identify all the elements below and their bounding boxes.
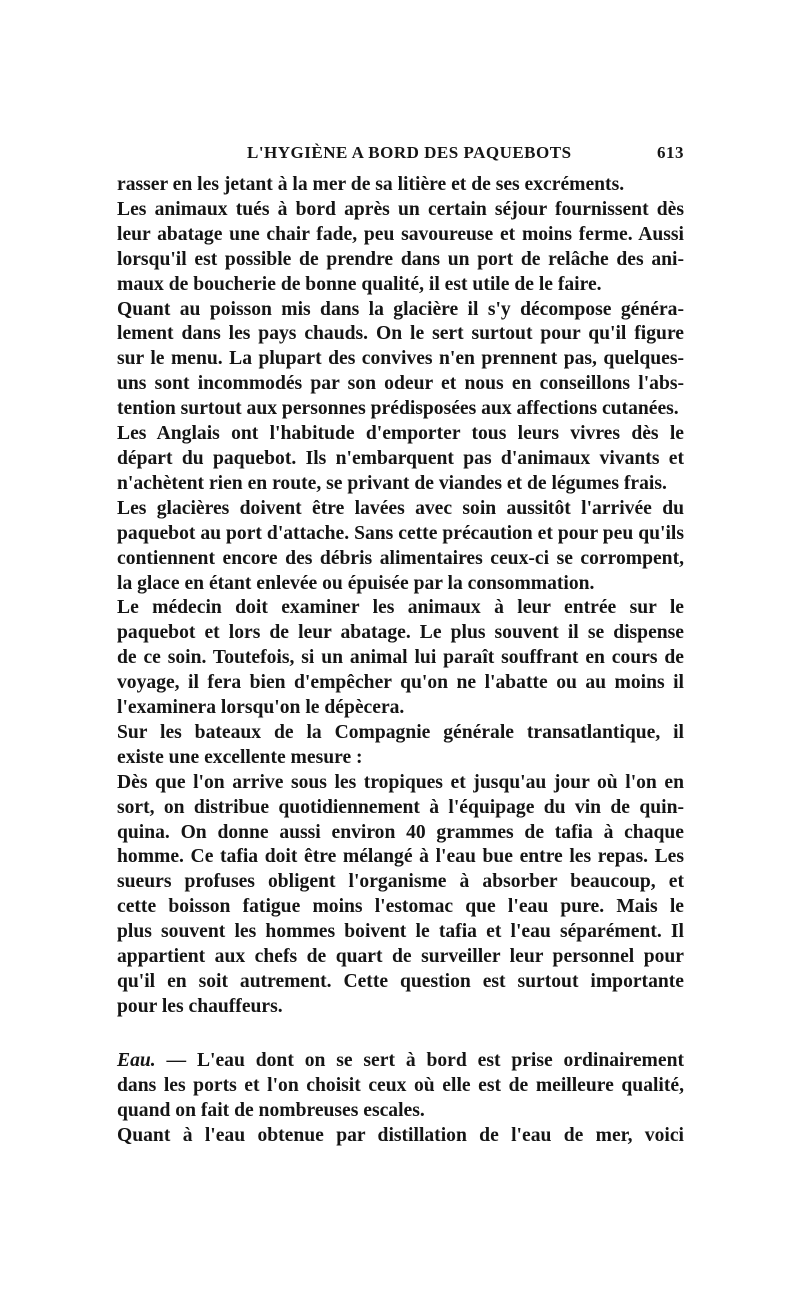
paragraph [117,173,684,198]
running-title: L'HYGIÈNE A BORD DES PAQUEBOTS [247,143,572,162]
text-line: Le médecin doit examiner les animaux à leur entrée sur le [117,597,684,619]
text-line: maux de boucherie de bonne qualité, il est utile de le faire. [117,273,602,295]
text-line: existe une excellente mesure : [117,746,363,768]
last-paragraph [117,1124,684,1149]
paragraph [117,422,684,497]
text-line: uns sont incommodés par son odeur et nous en conseillons l'abs- [117,373,684,395]
paragraph [117,497,684,597]
text-line: appartient aux chefs de quart de surveiller leur personnel pour [117,946,684,968]
text-line: sueurs profuses obligent l'organisme à absorber beaucoup, et [117,871,684,893]
text-line: cette boisson fatigue moins l'estomac que l'eau pure. Mais le [117,896,684,918]
page-number: 613 [657,143,684,162]
text-line: Les Anglais ont l'habitude d'emporter tous leurs vivres dès le [117,423,684,445]
text-line: sort, on distribue quotidiennement à l'équipage du vin de quin- [117,796,684,818]
text-line: Les glacières doivent être lavées avec soin aussitôt l'arrivée du [117,497,684,519]
paragraph [117,298,684,423]
paragraph-list [117,173,684,1020]
text-line: tention surtout aux personnes prédisposées aux affections cutanées. [117,398,679,420]
text-line: Quant à l'eau obtenue par distillation de l'eau de mer, voici [117,1124,684,1146]
text-line: pour les chauffeurs. [117,995,283,1017]
paragraph [117,596,684,721]
text-line: l'examinera lorsqu'on le dépècera. [117,697,405,719]
text-line: quina. On donne aussi environ 40 grammes de tafia à chaque [117,821,684,843]
text-line: Sur les bateaux de la Compagnie générale transatlantique, il [117,721,684,743]
eau-paragraph [117,1049,684,1124]
eau-first-line [117,1049,684,1074]
text-line: plus souvent les hommes boivent le tafia et l'eau séparément. Il [117,921,684,943]
running-header [117,143,684,169]
eau-first-line-text: — L'eau dont on se sert à bord est prise ordinairement [155,1049,684,1071]
text-line: Les animaux tués à bord après un certain séjour fournissent dès [117,198,684,220]
text-line: rasser en les jetant à la mer de sa litière et de ses excréments. [117,174,625,195]
text-line: homme. Ce tafia doit être mélangé à l'eau bue entre les repas. Les [117,846,684,868]
text-line: quand on fait de nombreuses escales. [117,1099,425,1121]
text-line: Quant au poisson mis dans la glacière il s'y décompose généra- [117,298,684,320]
text-line: voyage, il fera bien d'empêcher qu'on ne l'abatte ou au moins il [117,672,684,694]
text-line: lement dans les pays chauds. On le sert surtout pour qu'il figure [117,323,684,345]
text-line: leur abatage une chair fade, peu savoureuse et moins ferme. Aussi [117,223,684,245]
text-line: qu'il en soit autrement. Cette question est surtout importante [117,971,684,992]
paragraph [117,771,684,1020]
paragraph [117,198,684,298]
text-line: Dès que l'on arrive sous les tropiques et jusqu'au jour où l'on en [117,771,684,793]
paragraph [117,721,684,771]
section-heading: Eau. [117,1049,156,1071]
text-line: la glace en étant enlevée ou épuisée par la consommation. [117,572,595,594]
text-line: paquebot au port d'attache. Sans cette précaution et pour peu qu'ils [117,522,684,544]
text-line: lorsqu'il est possible de prendre dans un port de relâche des ani- [117,248,684,270]
text-line: dans les ports et l'on choisit ceux où elle est de meilleure qualité, [117,1074,684,1096]
body-text [117,173,684,1148]
text-line: de ce soin. Toutefois, si un animal lui paraît souffrant en cours de [117,647,684,669]
text-line: sur le menu. La plupart des convives n'en prennent pas, quelques- [117,348,684,370]
text-line: n'achètent rien en route, se privant de viandes et de légumes frais. [117,472,667,494]
text-line: paquebot et lors de leur abatage. Le plus souvent il se dispense [117,622,684,644]
text-line: contiennent encore des débris alimentaires ceux-ci se corrompent, [117,547,684,569]
section-gap [117,1020,684,1049]
text-line: départ du paquebot. Ils n'embarquent pas d'animaux vivants et [117,447,684,469]
